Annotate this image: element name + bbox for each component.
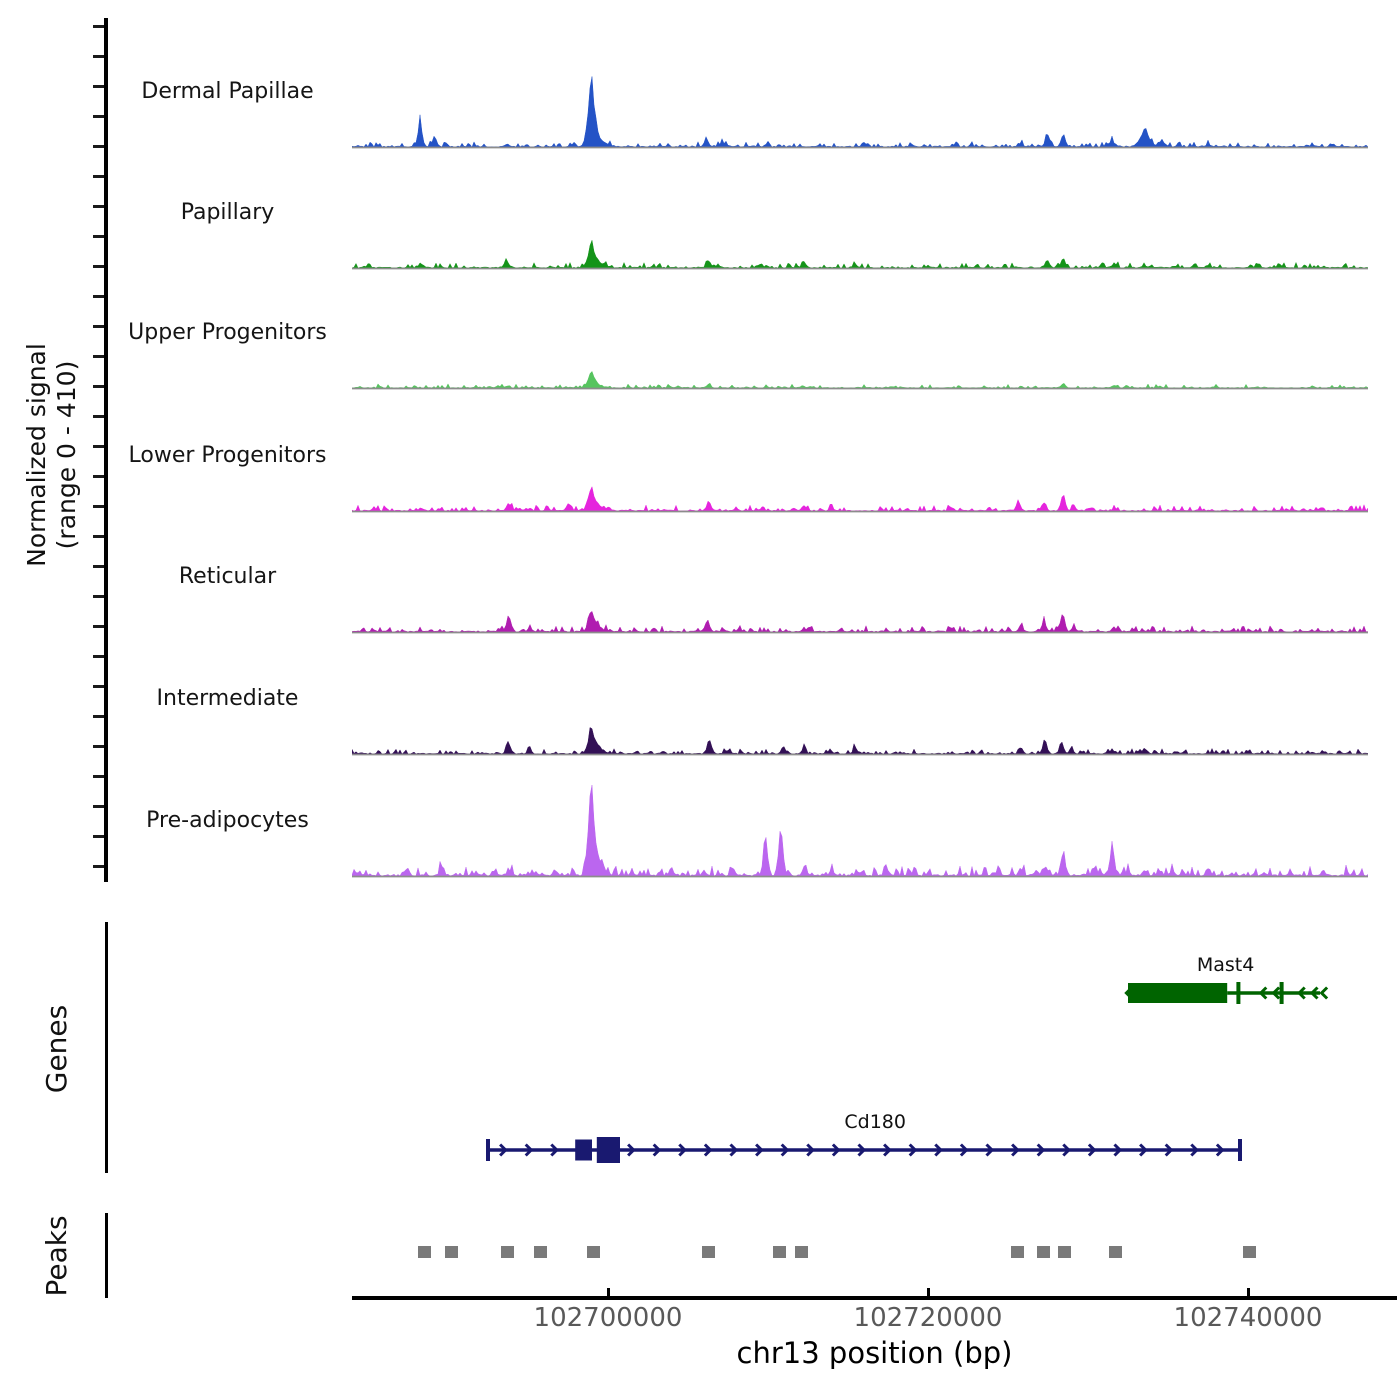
gene-exon: [575, 1140, 592, 1161]
peak-box: [534, 1246, 547, 1258]
gene-label-cd180: Cd180: [844, 1111, 906, 1133]
track-label-upper-progenitors: Upper Progenitors: [128, 320, 327, 345]
genes-section-label: Genes: [40, 1004, 73, 1094]
x-tick-label: 102740000: [1173, 1303, 1323, 1333]
signal-track-reticular: [352, 522, 1368, 634]
peak-box: [1243, 1246, 1256, 1258]
signal-track-upper-progenitors: [352, 278, 1368, 390]
track-label-dermal-papillae: Dermal Papillae: [141, 79, 314, 104]
signal-track-lower-progenitors: [352, 401, 1368, 513]
signal-area: [352, 77, 1368, 148]
signal-axis-tick: [93, 265, 104, 268]
peak-box: [587, 1246, 600, 1258]
gene-label-mast4: Mast4: [1196, 954, 1255, 976]
gene-exon: [1128, 983, 1227, 1003]
peaks-axis-line: [105, 1213, 108, 1298]
signal-axis-tick: [93, 295, 104, 298]
genes-axis-line: [105, 922, 108, 1173]
peak-box: [418, 1246, 431, 1258]
track-label-pre-adipocytes: Pre-adipocytes: [146, 808, 309, 833]
track-label-lower-progenitors: Lower Progenitors: [128, 443, 327, 468]
x-axis-tick: [1247, 1288, 1250, 1297]
strand-arrow: [1322, 988, 1328, 999]
peak-box: [1109, 1246, 1122, 1258]
track-label-papillary: Papillary: [180, 200, 275, 225]
gene-boundary-tick: [1238, 1139, 1242, 1161]
signal-axis-tick: [93, 145, 104, 148]
gene-cd180: [486, 1111, 1242, 1163]
signal-area: [352, 240, 1368, 268]
signal-axis-tick: [93, 505, 104, 508]
signal-axis-tick: [93, 55, 104, 58]
signal-area: [352, 371, 1368, 388]
signal-axis-tick: [93, 865, 104, 868]
peak-box: [702, 1246, 715, 1258]
x-tick-label: 102700000: [533, 1303, 683, 1333]
signal-axis-tick: [93, 745, 104, 748]
gene-boundary-tick: [486, 1139, 490, 1161]
gene-mast4: [1126, 954, 1327, 1004]
signal-axis-tick: [93, 835, 104, 838]
signal-area: [352, 487, 1368, 511]
signal-axis-tick: [93, 235, 104, 238]
signal-axis-tick: [93, 715, 104, 718]
signal-axis-tick: [93, 535, 104, 538]
track-label-reticular: Reticular: [178, 564, 277, 589]
peak-box: [1058, 1246, 1071, 1258]
x-axis-tick: [607, 1288, 610, 1297]
peak-box: [795, 1246, 808, 1258]
y-axis-label-line2: (range 0 - 410): [52, 360, 81, 550]
y-axis-label: [22, 205, 82, 705]
peak-box: [773, 1246, 786, 1258]
signal-axis-tick: [93, 385, 104, 388]
signal-area: [352, 611, 1368, 632]
peaks-section-label: Peaks: [40, 1215, 73, 1297]
gene-exon: [597, 1137, 620, 1163]
signal-track-pre-adipocytes: [352, 766, 1368, 878]
signal-axis-tick: [93, 475, 104, 478]
signal-axis-tick: [93, 775, 104, 778]
x-axis-tick: [927, 1288, 930, 1297]
peak-box: [501, 1246, 514, 1258]
signal-axis-tick: [93, 655, 104, 658]
signal-axis-tick: [93, 175, 104, 178]
peak-box: [1037, 1246, 1050, 1258]
signal-area: [352, 785, 1368, 876]
gene-boundary-tick: [1236, 982, 1240, 1004]
x-axis-line: [352, 1296, 1397, 1300]
signal-track-intermediate: [352, 644, 1368, 756]
signal-axis-tick: [93, 595, 104, 598]
signal-axis-tick: [93, 25, 104, 28]
signal-area: [352, 728, 1368, 755]
genes-plot: [352, 920, 1368, 1182]
signal-axis-tick: [93, 355, 104, 358]
signal-axis-tick: [93, 625, 104, 628]
x-tick-label: 102720000: [853, 1303, 1003, 1333]
y-axis-label-line1: Normalized signal: [22, 343, 51, 567]
peak-box: [1011, 1246, 1024, 1258]
x-axis-title: chr13 position (bp): [736, 1336, 1013, 1370]
track-label-intermediate: Intermediate: [156, 686, 299, 711]
signal-track-papillary: [352, 158, 1368, 270]
signal-axis-tick: [93, 115, 104, 118]
signal-track-dermal-papillae: [352, 37, 1368, 149]
peak-box: [445, 1246, 458, 1258]
gene-boundary-tick: [1280, 982, 1284, 1004]
signal-axis-tick: [93, 415, 104, 418]
